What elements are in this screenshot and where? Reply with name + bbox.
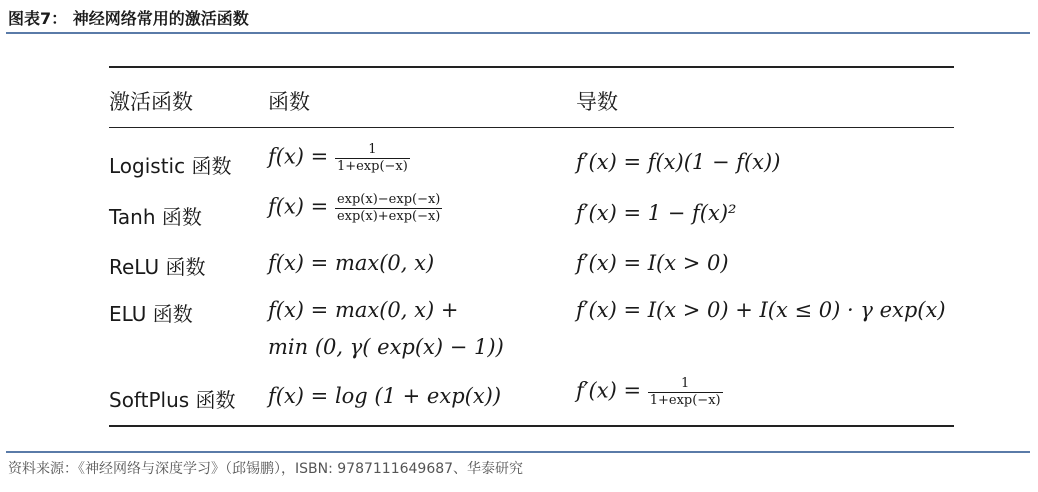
row-name-elu: ELU 函数 bbox=[109, 302, 193, 326]
func-numerator: exp(x)−exp(−x) bbox=[336, 192, 441, 207]
row-func-elu-line1: f(x) = max(0, x) + bbox=[268, 298, 459, 322]
source-note: 资料来源：《神经网络与深度学习》（邱锡鹏），ISBN: 9787111649687、华泰研究 bbox=[8, 461, 524, 477]
deriv-fraction bbox=[648, 376, 723, 408]
row-deriv-relu: f′(x) = I(x > 0) bbox=[576, 251, 729, 275]
func-lhs: f(x) = bbox=[268, 194, 335, 219]
func-numerator: 1 bbox=[335, 142, 410, 159]
row-func-elu-line2: min (0, γ( exp(x) − 1)) bbox=[268, 335, 504, 359]
header-activation: 激活函数 bbox=[109, 90, 193, 114]
row-func-relu: f(x) = max(0, x) bbox=[268, 251, 435, 275]
header-derivative: 导数 bbox=[576, 90, 618, 114]
func-denominator: 1+exp(−x) bbox=[336, 158, 408, 174]
row-deriv-tanh: f′(x) = 1 − f(x)² bbox=[576, 201, 737, 225]
table-header-rule bbox=[109, 127, 954, 128]
deriv-denominator: 1+exp(−x) bbox=[649, 392, 721, 408]
figure-caption: 图表7： 神经网络常用的激活函数 bbox=[8, 9, 249, 28]
func-lhs: f(x) = bbox=[268, 144, 335, 169]
func-fraction bbox=[335, 142, 410, 174]
deriv-lhs: f′(x) = bbox=[576, 378, 648, 403]
header-function: 函数 bbox=[268, 90, 310, 114]
row-name-logistic: Logistic 函数 bbox=[109, 154, 232, 178]
func-fraction bbox=[335, 192, 442, 224]
table-top-rule bbox=[109, 66, 954, 68]
row-deriv-elu: f′(x) = I(x > 0) + I(x ≤ 0) · γ exp(x) bbox=[576, 298, 946, 322]
func-denominator: exp(x)+exp(−x) bbox=[336, 208, 441, 224]
source-rule bbox=[6, 451, 1030, 453]
row-func-softplus: f(x) = log (1 + exp(x)) bbox=[268, 384, 502, 408]
row-func-logistic bbox=[268, 142, 410, 174]
caption-rule bbox=[6, 32, 1030, 34]
row-name-tanh: Tanh 函数 bbox=[109, 205, 202, 229]
row-deriv-softplus bbox=[576, 376, 723, 408]
row-name-softplus: SoftPlus 函数 bbox=[109, 388, 236, 412]
row-deriv-logistic: f′(x) = f(x)(1 − f(x)) bbox=[576, 150, 781, 174]
deriv-numerator: 1 bbox=[648, 376, 723, 393]
row-name-relu: ReLU 函数 bbox=[109, 255, 206, 279]
table-bottom-rule bbox=[109, 425, 954, 427]
row-func-tanh bbox=[268, 192, 442, 224]
